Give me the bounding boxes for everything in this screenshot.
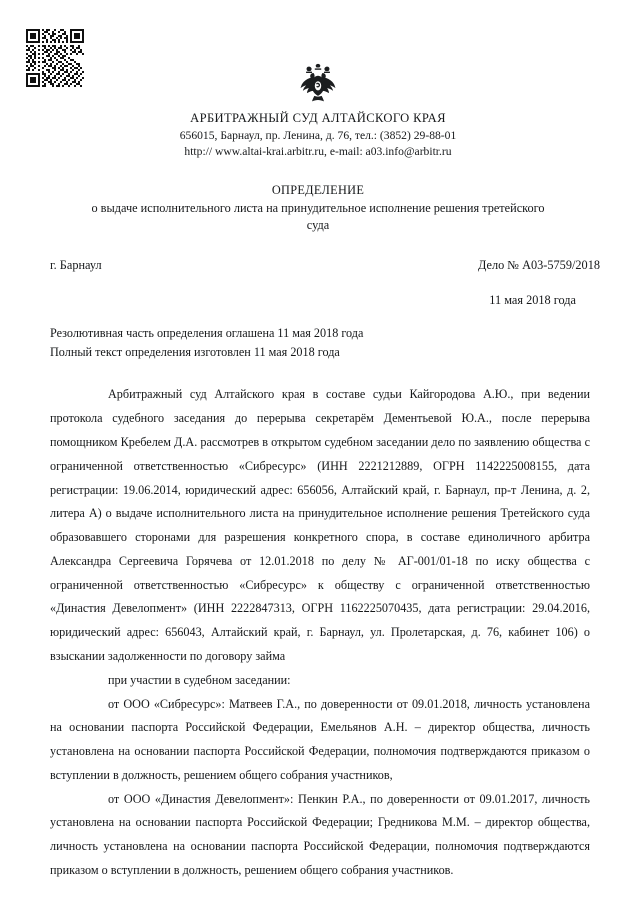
court-address: 656015, Барнаул, пр. Ленина, д. 76, тел.: (3852) 29-88-01 [179, 129, 457, 142]
city-label: г. Барнаул [50, 258, 102, 273]
document-meta [0, 258, 636, 308]
full-text-made-line: Полный текст определения изготовлен 11 мая 2018 года [50, 344, 340, 359]
qr-code [26, 29, 84, 87]
document-header [0, 0, 636, 161]
document-date: 11 мая 2018 года [489, 293, 576, 308]
document-body [0, 383, 636, 882]
paragraph-court-composition: Арбитражный суд Алтайского края в составе судьи Кайгородова А.Ю., при ведении протокола судебного заседания до перерыва секретарём Дементьевой Ю.А., после перерыва помощником Кребелем Д.А. рассмотрев в открытом судебном заседании дело по заявлению общества с ограниченной ответственностью «Сибресурс» (ИНН 2221212889, ОГРН 1142225008155, дата регистрации: 19.06.2014, юридический адрес: 656056, Алтайский край, г. Барнаул, пр-т Ленина, д. 2, литера А) о выдаче исполнительного листа на принудительное исполнение решения Третейского суда образовавшего сторонами для разрешения конкретного спора, в составе единоличного арбитра Александра Сергеевича Горячева от 12.01.2018 по делу № АГ-001/01-18 по иску общества с ограниченной ответственностью «Сибресурс» к обществу с ограниченной ответственностью «Династия Девелопмент» (ИНН 2222847313, ОГРН 1162225070435, дата регистрации: 29.04.2016, юридический адрес: 656043, Алтайский край, г. Барнаул, ул. Пролетарская, д. 76, кабинет 106) о взыскании задолженности по договору займа [50, 387, 590, 663]
russian-coat-of-arms-icon [295, 62, 341, 106]
document-title-block [0, 183, 636, 234]
court-website-email: http:// www.altai-krai.arbitr.ru, e-mail: a03.info@arbitr.ru [184, 145, 452, 159]
document-subtitle: о выдаче исполнительного листа на принудительное исполнение решения третейского суда [91, 200, 545, 233]
court-name: АРБИТРАЖНЫЙ СУД АЛТАЙСКОГО КРАЯ [190, 111, 446, 125]
resolution-announced-line: Резолютивная часть определения оглашена 11 мая 2018 года [50, 326, 364, 341]
paragraph-participation-heading: при участии в судебном заседании: [108, 672, 291, 687]
paragraph-defendant-representatives: от ООО «Династия Девелопмент»: Пенкин Р.А., по доверенности от 09.01.2017, личность установлена на основании паспорта Российской Федерации; Гредникова М.М. – директор общества, личность установлена на основании паспорта Российской Федерации, полномочия подтверждаются приказом о вступлении в должность, решением общего собрания участников. [50, 791, 590, 878]
paragraph-claimant-representatives: от ООО «Сибресурс»: Матвеев Г.А., по доверенности от 09.01.2018, личность установлена на основании паспорта Российской Федерации, Емельянов А.Н. – директор общества, личность установлена на основании паспорта Российской Федерации, полномочия подтверждаются приказом о вступлении в должность, решением общего собрания участников, [50, 696, 590, 782]
document-type: ОПРЕДЕЛЕНИЕ [271, 182, 365, 197]
case-number: Дело № А03-5759/2018 [477, 258, 600, 273]
meta-row-city-case [50, 258, 600, 273]
announcement-block [0, 324, 636, 361]
